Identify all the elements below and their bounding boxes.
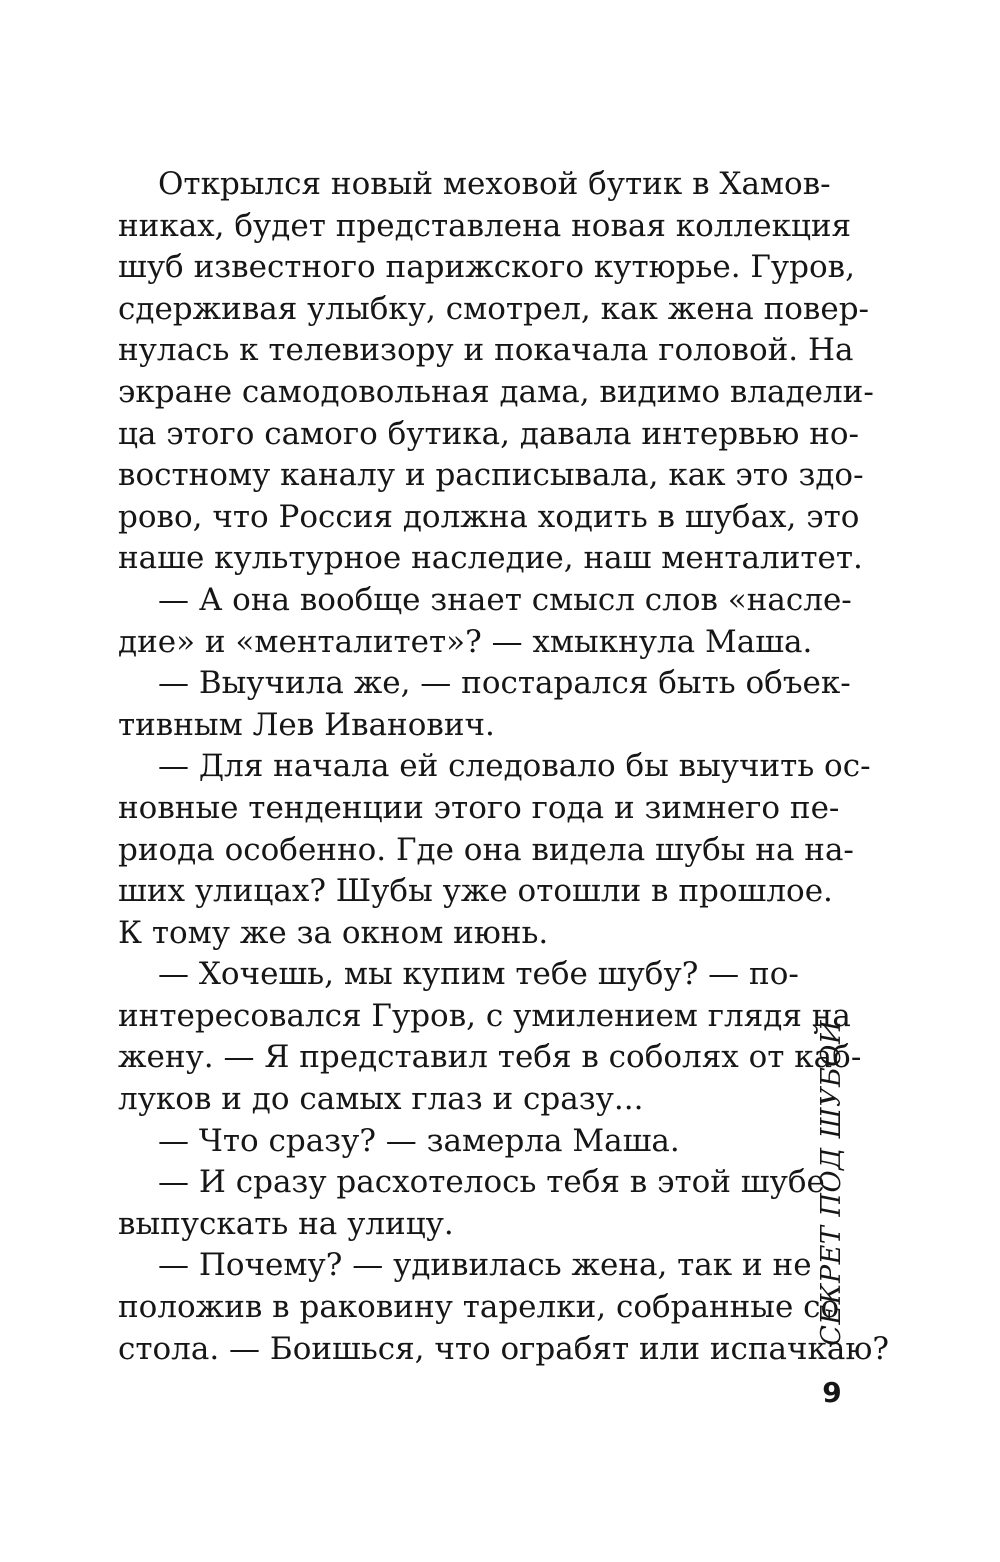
text-line: стола. — Боишься, что ограбят или испачкаю? <box>118 1330 889 1367</box>
text-line: — Для начала ей следовало бы выучить ос- <box>158 748 871 785</box>
text-line: жену. — Я представил тебя в соболях от каб- <box>118 1039 862 1076</box>
text-line: риода особенно. Где она видела шубы на на- <box>118 831 854 868</box>
text-line: экране самодовольная дама, видимо владели- <box>118 373 874 410</box>
text-line: наше культурное наследие, наш менталитет. <box>118 540 863 577</box>
text-line: положив в раковину тарелки, собранные со <box>118 1289 840 1326</box>
text-line: ших улицах? Шубы уже отошли в прошлое. <box>118 873 833 910</box>
running-head <box>815 1020 849 1350</box>
text-line: — А она вообще знает смысл слов «насле- <box>158 581 852 618</box>
text-line: рово, что Россия должна ходить в шубах, это <box>118 498 860 535</box>
text-line: — И сразу расхотелось тебя в этой шубе <box>158 1164 825 1201</box>
page-number: 9 <box>822 1376 842 1409</box>
text-line: выпускать на улицу. <box>118 1205 454 1242</box>
text-line: интересовался Гуров, с умилением глядя на <box>118 997 851 1034</box>
text-line: — Выучила же, — постарался быть объек- <box>158 665 851 702</box>
text-line: нулась к телевизору и покачала головой. На <box>118 332 854 369</box>
text-line: К тому же за окном июнь. <box>118 914 549 951</box>
running-title: СЕКРЕТ ПОД ШУБОЙ <box>816 1020 847 1346</box>
text-line: луков и до самых глаз и сразу... <box>118 1081 644 1118</box>
text-line: шуб известного парижского кутюрье. Гуров, <box>118 249 855 286</box>
text-line: востному каналу и расписывала, как это здо- <box>118 457 864 494</box>
text-line: ца этого самого бутика, давала интервью но- <box>118 415 860 452</box>
text-line: сдерживая улыбку, смотрел, как жена повер- <box>118 290 870 327</box>
text-line: новные тенденции этого года и зимнего пе- <box>118 789 840 826</box>
text-line: дие» и «менталитет»? — хмыкнула Маша. <box>118 623 813 660</box>
text-line: тивным Лев Иванович. <box>118 706 495 743</box>
text-line: — Почему? — удивилась жена, так и не <box>158 1247 812 1284</box>
text-line: — Что сразу? — замерла Маша. <box>158 1122 680 1159</box>
text-line: Открылся новый меховой бутик в Хамов- <box>158 166 831 202</box>
text-line: — Хочешь, мы купим тебе шубу? — по- <box>158 956 799 993</box>
text-line: никах, будет представлена новая коллекция <box>118 207 852 244</box>
